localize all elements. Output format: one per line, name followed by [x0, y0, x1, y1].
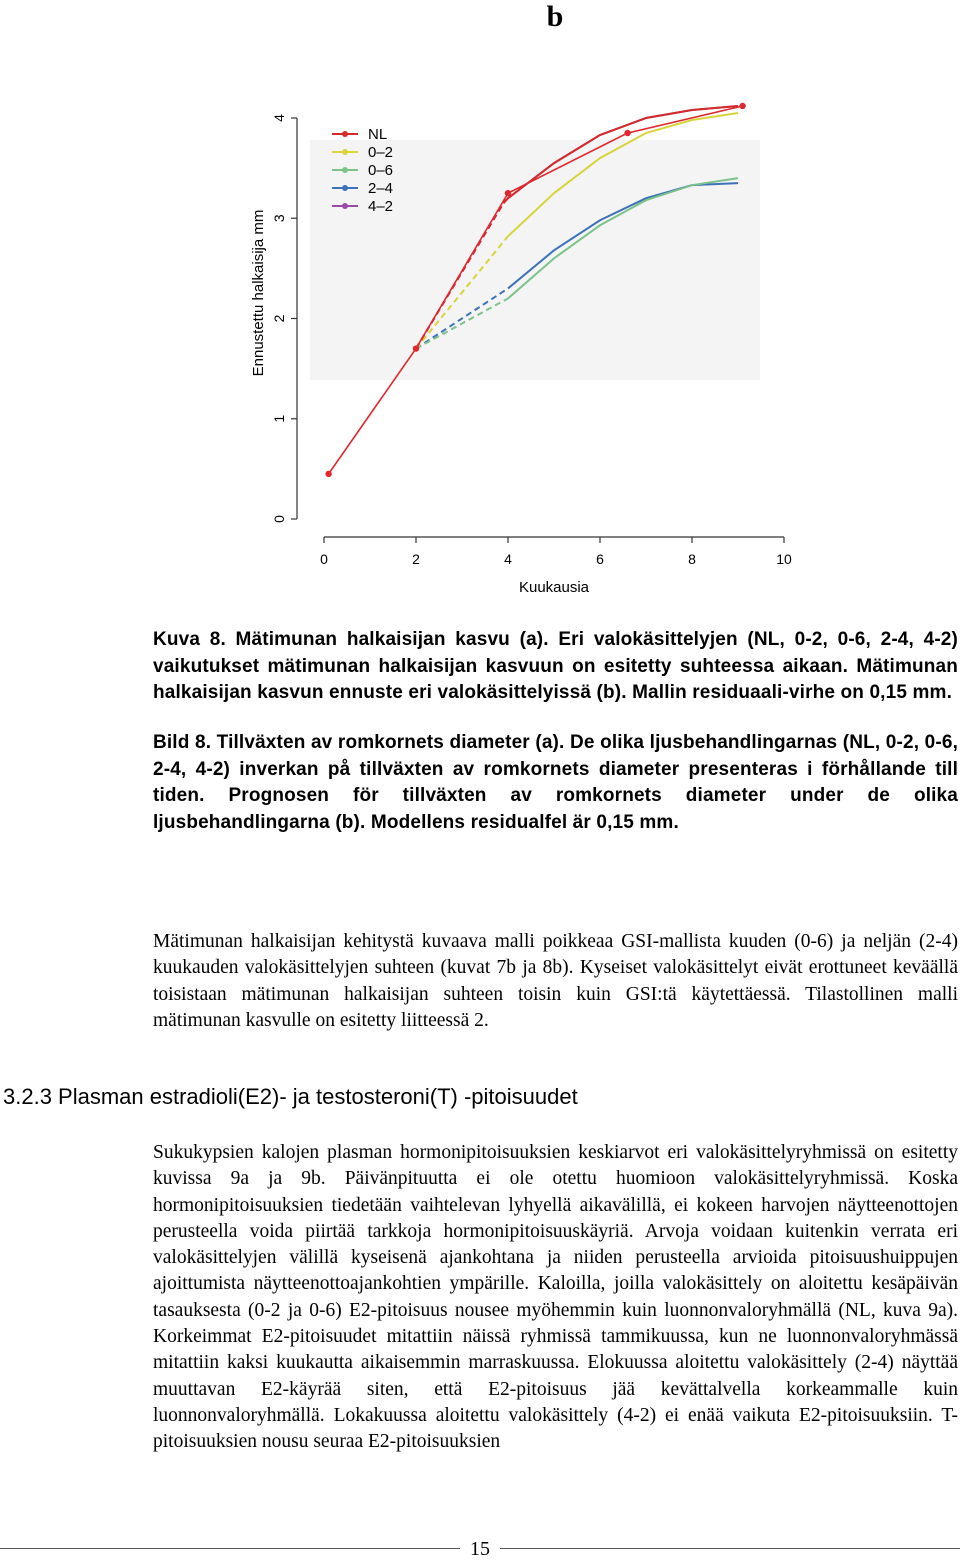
observed-point — [505, 190, 511, 196]
x-axis-label: Kuukausia — [518, 579, 590, 596]
x-tick-label: 8 — [688, 551, 696, 567]
legend-label: 0–6 — [368, 162, 394, 179]
legend-label: 4–2 — [368, 198, 394, 215]
observed-point — [325, 471, 331, 477]
observed-point — [413, 345, 419, 351]
legend-label: 2–4 — [368, 180, 394, 197]
body-paragraph-1: Mätimunan halkaisijan kehitystä kuvaava malli poikkeaa GSI-mallista kuuden (0-6) ja neljän (2-4) kuukauden valokäsittelyjen suhteen (kuvat 7b ja 8b). Kyseiset valokäsittelyt eivät erottuneet keväällä toisistaan mätimunan halkaisijan suhteen toisin kuin GSI:tä käytettäessä. Tilastollinen malli mätimunan kasvulle on esitetty liitteessä 2. — [153, 931, 958, 1031]
legend-marker — [342, 131, 348, 137]
legend-marker — [342, 203, 348, 209]
legend-marker — [342, 185, 348, 191]
page-number: 15 — [460, 1538, 500, 1561]
x-tick-label: 10 — [776, 551, 792, 567]
observed-point — [624, 130, 630, 136]
figure-caption-swedish: Bild 8. Tillväxten av romkornets diameter (a). De olika ljusbehandlingarnas (NL, 0-2, 0-6, 2-4, 4-2) inverkan på tillväxten av romkornets diameter presenteras i förhållande till tiden. Prognosen för tillväxten av romkornets diameter under de olika ljusbehandlingarna (b). Modellens residualfel är 0,15 mm. — [153, 732, 958, 833]
y-tick-label: 1 — [271, 414, 287, 423]
section-heading: 3.2.3 Plasman estradioli(E2)- ja testosteroni(T) -pitoisuudet — [3, 1084, 578, 1109]
legend-marker — [342, 149, 348, 155]
growth-prediction-chart — [240, 80, 810, 620]
legend-label: 0–2 — [368, 144, 394, 161]
legend-marker — [342, 167, 348, 173]
figure-caption-finnish: Kuva 8. Mätimunan halkaisijan kasvu (a). Eri valokäsittelyjen (NL, 0-2, 0-6, 2-4, 4-2) vaikutukset mätimunan halkaisijan kasvuun on esitetty suhteessa aikaan. Mätimunan halkaisijan kasvun ennuste eri valokäsittelyissä (b). Mallin residuaali-virhe on 0,15 mm. — [153, 629, 958, 703]
x-tick-label: 6 — [596, 551, 604, 567]
observed-point — [739, 103, 745, 109]
body-paragraph-2: Sukukypsien kalojen plasman hormonipitoisuuksien keskiarvot eri valokäsittelyryhmissä on esitetty kuvissa 9a ja 9b. Päivänpituutta ei ole otettu huomioon valokäsittelyryhmissä. Koska hormonipitoisuuksien tiedetään vaihtelevan lyhyellä aikavälillä, ei kokeen harvojen näytteenottojen perusteella voida piirtää tarkkoja hormonipitoisuuskäyriä. Arvoja voidaan kuitenkin verrata eri valokäsittelyjen välillä kyseisenä ajankohtana ja niiden perusteella arvioida pitoisuushuippujen ajoittumista näytteenottoajankohtien ympärille. Kaloilla, joilla valokäsittely on aloitettu kesäpäivän tasauksesta (0-2 ja 0-6) E2-pitoisuus nousee myöhemmin kuin luonnonvaloryhmällä (NL, kuva 9a). Korkeimmat E2-pitoisuudet mitattiin näissä ryhmissä tammikuussa, kun ne luonnonvaloryhmässä mitattiin kaksi kuukautta aikaisemmin marraskuussa. Elokuussa aloitettu valokäsittely (2-4) näyttää muuttavan E2-käyrää siten, että E2-pitoisuus jää kevättalvella korkeammalle kuin luonnonvaloryhmällä. Lokakuussa aloitettu valokäsittely (4-2) ei enää vaikuta E2-pitoisuuksiin. T-pitoisuuksien nousu seuraa E2-pitoisuuksien — [153, 1142, 958, 1453]
legend-label: NL — [368, 126, 388, 143]
y-tick-label: 4 — [271, 114, 287, 122]
y-axis-label: Ennustettu halkaisija mm — [250, 209, 267, 377]
y-tick-label: 3 — [271, 214, 287, 223]
panel-label: b — [546, 0, 564, 33]
y-tick-label: 0 — [271, 515, 287, 523]
y-tick-label: 2 — [271, 314, 287, 323]
x-tick-label: 0 — [320, 551, 328, 567]
x-tick-label: 2 — [412, 551, 420, 567]
x-tick-label: 4 — [504, 551, 512, 567]
